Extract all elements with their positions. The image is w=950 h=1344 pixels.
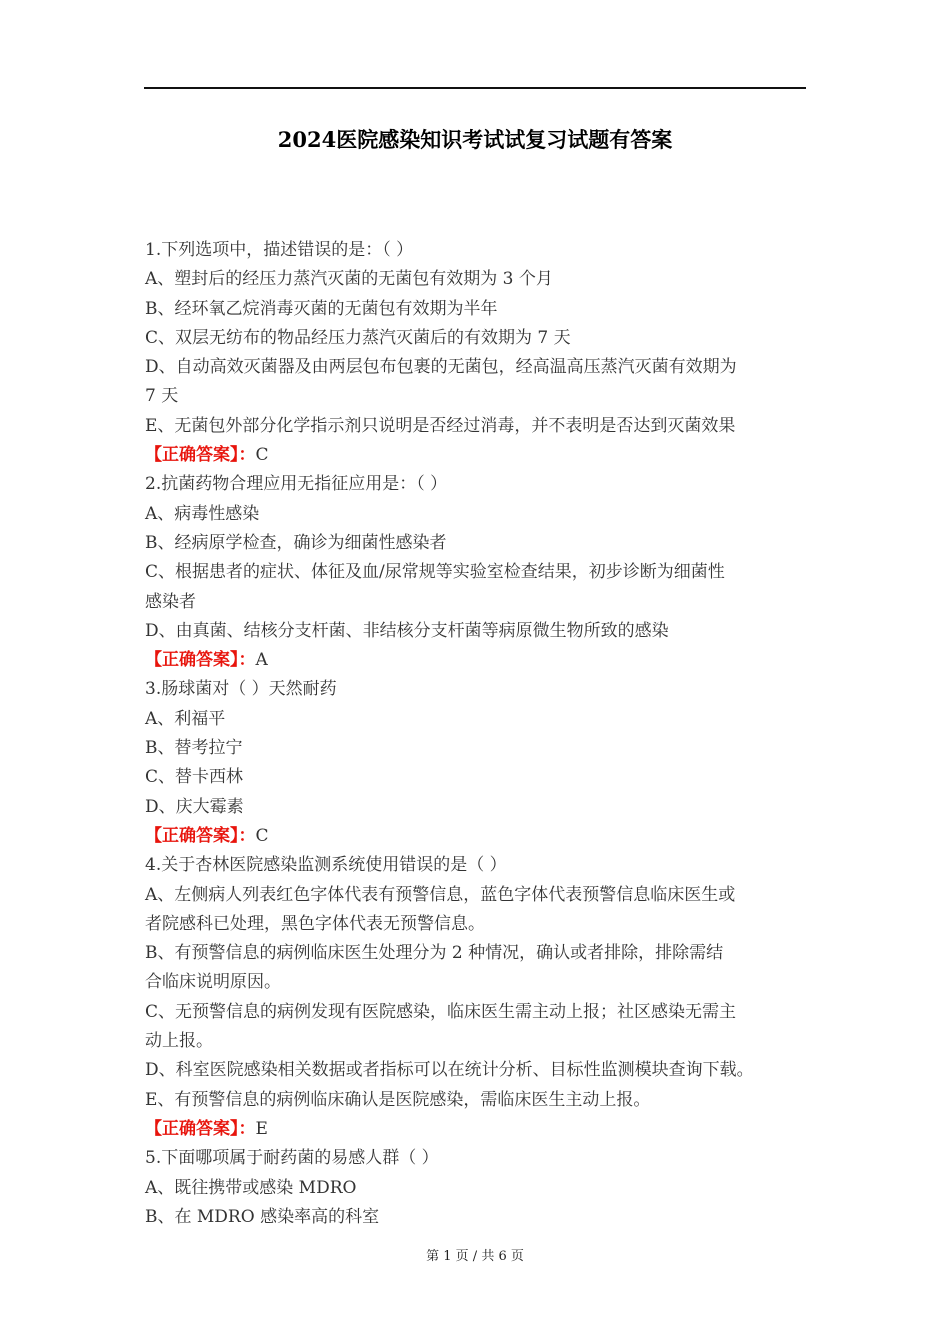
answer-label: 【正确答案】：	[145, 650, 256, 671]
answer-label: 【正确答案】：	[145, 445, 256, 466]
option-line: B、替考拉宁	[145, 738, 243, 759]
option-line: A、塑封后的经压力蒸汽灭菌的无菌包有效期为 3 个月	[145, 269, 553, 290]
option-line: C、根据患者的症状、体征及血/尿常规等实验室检查结果，初步诊断为细菌性	[145, 562, 725, 583]
option-line: A、病毒性感染	[145, 503, 260, 524]
option-line: C、替卡西林	[145, 767, 244, 788]
document-body	[145, 236, 817, 1232]
option-line: D、自动高效灭菌器及由两层包布包裹的无菌包，经高温高压蒸汽灭菌有效期为	[145, 357, 737, 378]
question-stem: 5.下面哪项属于耐药菌的易感人群（ ）	[145, 1148, 439, 1169]
answer-line	[145, 441, 817, 470]
option-line: B、有预警信息的病例临床医生处理分为 2 种情况，确认或者排除，排除需结	[145, 943, 724, 964]
question-stem: 1.下列选项中，描述错误的是：（ ）	[145, 240, 414, 260]
question-stem: 3.肠球菌对（ ）天然耐药	[145, 679, 337, 700]
option-line: B、经环氧乙烷消毒灭菌的无菌包有效期为半年	[145, 298, 498, 319]
answer-value: C	[255, 825, 269, 846]
question-stem: 2.抗菌药物合理应用无指征应用是：（ ）	[145, 474, 448, 495]
option-line: 7 天	[145, 386, 179, 407]
option-line: A、左侧病人列表红色字体代表有预警信息，蓝色字体代表预警信息临床医生或	[145, 884, 736, 905]
option-line: C、无预警信息的病例发现有医院感染，临床医生需主动上报；社区感染无需主	[145, 1001, 737, 1022]
option-line: E、无菌包外部分化学指示剂只说明是否经过消毒，并不表明是否达到灭菌效果	[145, 415, 736, 436]
option-line: 合临床说明原因。	[145, 972, 281, 993]
option-line: 动上报。	[145, 1031, 213, 1052]
page-indicator: 第 1 页 / 共 6 页	[426, 1249, 524, 1264]
option-line: E、有预警信息的病例临床确认是医院感染，需临床医生主动上报。	[145, 1089, 651, 1110]
option-line: D、科室医院感染相关数据或者指标可以在统计分析、目标性监测模块查询下载。	[145, 1060, 754, 1081]
answer-value: C	[255, 445, 269, 466]
option-line: 感染者	[145, 591, 196, 612]
option-line: 者院感科已处理，黑色字体代表无预警信息。	[145, 913, 485, 934]
option-line: D、庆大霉素	[145, 796, 244, 817]
option-line: B、经病原学检查，确诊为细菌性感染者	[145, 532, 447, 553]
question-stem: 4.关于杏林医院感染监测系统使用错误的是（ ）	[145, 855, 507, 876]
option-line: D、由真菌、结核分支杆菌、非结核分支杆菌等病原微生物所致的感染	[145, 620, 669, 641]
answer-line	[145, 822, 817, 851]
header-rule	[144, 87, 806, 89]
answer-label: 【正确答案】：	[145, 825, 256, 846]
answer-label: 【正确答案】：	[145, 1118, 256, 1139]
document-title: 2024医院感染知识考试试复习试题有答案	[277, 127, 673, 152]
option-line: B、在 MDRO 感染率高的科室	[145, 1206, 380, 1227]
option-line: C、双层无纺布的物品经压力蒸汽灭菌后的有效期为 7 天	[145, 327, 571, 348]
answer-value: A	[255, 650, 268, 671]
answer-value: E	[255, 1118, 268, 1139]
answer-line	[145, 646, 817, 675]
option-line: A、利福平	[145, 708, 226, 729]
answer-line	[145, 1115, 817, 1144]
option-line: A、既往携带或感染 MDRO	[145, 1177, 357, 1198]
